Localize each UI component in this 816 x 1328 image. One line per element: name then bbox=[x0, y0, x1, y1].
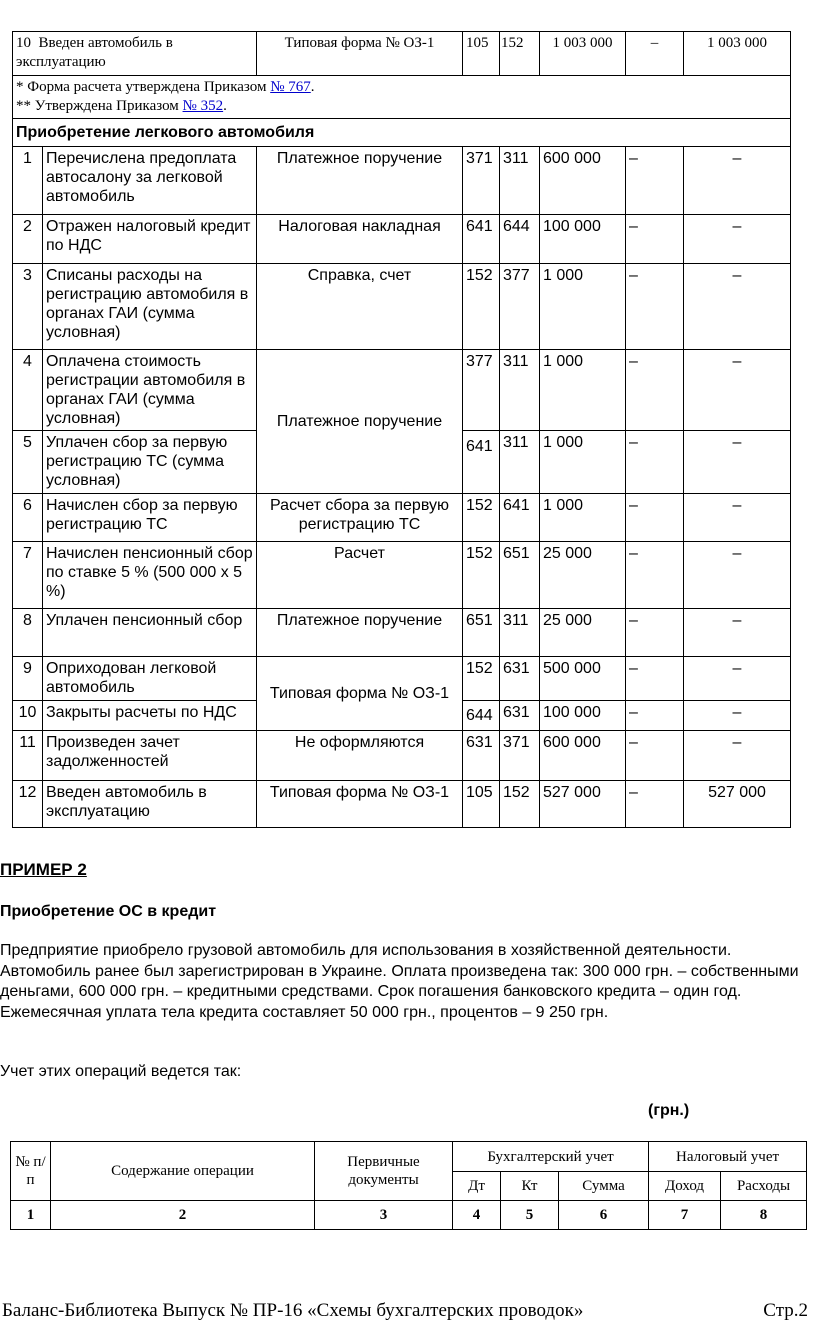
income-cell: – bbox=[626, 32, 684, 76]
col-sum-header: Сумма bbox=[559, 1172, 649, 1201]
order-767-link[interactable]: № 767 bbox=[270, 79, 311, 95]
note-2-suffix: . bbox=[223, 98, 227, 114]
row-number: 9 bbox=[13, 657, 43, 701]
example-intro: Учет этих операций ведется так: bbox=[0, 1063, 242, 1080]
expense-cell: – bbox=[684, 609, 791, 657]
kt-cell: 651 bbox=[500, 542, 540, 609]
col-num: 7 bbox=[649, 1201, 721, 1230]
kt-cell: 641 bbox=[500, 494, 540, 542]
dt-cell: 641 bbox=[463, 431, 500, 494]
col-num: 5 bbox=[501, 1201, 559, 1230]
doc-cell: Не оформляются bbox=[257, 731, 463, 781]
op-cell: Оприходован легковой автомобиль bbox=[43, 657, 257, 701]
row-number: 10 bbox=[16, 35, 31, 51]
op-text: Введен автомобиль в эксплуатацию bbox=[16, 35, 173, 70]
kt-cell: 631 bbox=[500, 701, 540, 731]
dt-cell: 152 bbox=[463, 264, 500, 350]
page-number: Стр.2 bbox=[763, 1300, 808, 1321]
table-row bbox=[13, 32, 791, 76]
tax-header: Налоговый учет bbox=[649, 1142, 807, 1172]
doc-cell: Справка, счет bbox=[257, 264, 463, 350]
sum-cell: 500 000 bbox=[540, 657, 626, 701]
table-row bbox=[13, 609, 791, 657]
unit-label: (грн.) bbox=[648, 1102, 690, 1119]
row-number: 12 bbox=[13, 781, 43, 828]
operations-table bbox=[12, 31, 791, 828]
income-cell: – bbox=[626, 350, 684, 431]
operations-table-header bbox=[10, 1141, 807, 1230]
row-number: 11 bbox=[13, 731, 43, 781]
row-number: 4 bbox=[13, 350, 43, 431]
expense-cell: – bbox=[684, 350, 791, 431]
footer-text: Баланс-Библиотека Выпуск № ПР-16 «Схемы бухгалтерских проводок» bbox=[2, 1300, 584, 1321]
row-number: 10 bbox=[13, 701, 43, 731]
col-kt-header: Кт bbox=[501, 1172, 559, 1201]
income-cell: – bbox=[626, 147, 684, 215]
expense-cell: – bbox=[684, 701, 791, 731]
sum-cell: 1 000 bbox=[540, 431, 626, 494]
row-number: 1 bbox=[13, 147, 43, 215]
doc-cell: Типовая форма № ОЗ-1 bbox=[257, 657, 463, 731]
table-row bbox=[13, 215, 791, 264]
col-num: 2 bbox=[51, 1201, 315, 1230]
row-number: 8 bbox=[13, 609, 43, 657]
op-cell: Перечислена предоплата автосалону за легковой автомобиль bbox=[43, 147, 257, 215]
op-cell: Введен автомобиль в эксплуатацию bbox=[43, 781, 257, 828]
dt-cell: 644 bbox=[463, 701, 500, 731]
row-number: 6 bbox=[13, 494, 43, 542]
row-number: 2 bbox=[13, 215, 43, 264]
doc-cell: Типовая форма № ОЗ-1 bbox=[257, 32, 463, 76]
order-352-link[interactable]: № 352 bbox=[182, 98, 224, 114]
table-row bbox=[13, 147, 791, 215]
note-1-suffix: . bbox=[310, 79, 315, 95]
sum-cell: 100 000 bbox=[540, 701, 626, 731]
dt-cell: 105 bbox=[463, 32, 500, 76]
sum-cell: 600 000 bbox=[540, 731, 626, 781]
expense-cell: – bbox=[684, 264, 791, 350]
expense-cell: – bbox=[684, 657, 791, 701]
op-cell bbox=[13, 32, 257, 76]
kt-cell: 311 bbox=[500, 609, 540, 657]
col-num: 6 bbox=[559, 1201, 649, 1230]
op-cell: Отражен налоговый кредит по НДС bbox=[43, 215, 257, 264]
note-2-text: ** Утверждена Приказом bbox=[16, 98, 183, 114]
income-cell: – bbox=[626, 701, 684, 731]
kt-cell: 311 bbox=[500, 147, 540, 215]
expense-cell: – bbox=[684, 147, 791, 215]
doc-cell: Расчет bbox=[257, 542, 463, 609]
doc-cell: Типовая форма № ОЗ-1 bbox=[257, 781, 463, 828]
sum-cell: 527 000 bbox=[540, 781, 626, 828]
section-title: Приобретение легкового автомобиля bbox=[13, 119, 791, 147]
kt-cell: 311 bbox=[500, 431, 540, 494]
dt-cell: 105 bbox=[463, 781, 500, 828]
kt-cell: 371 bbox=[500, 731, 540, 781]
expense-cell: – bbox=[684, 731, 791, 781]
op-cell: Уплачен пенсионный сбор bbox=[43, 609, 257, 657]
row-number: 3 bbox=[13, 264, 43, 350]
col-number-header: № п/п bbox=[11, 1142, 51, 1201]
table-row bbox=[13, 781, 791, 828]
dt-cell: 371 bbox=[463, 147, 500, 215]
col-num: 3 bbox=[315, 1201, 453, 1230]
doc-cell: Платежное поручение bbox=[257, 350, 463, 494]
income-cell: – bbox=[626, 431, 684, 494]
example-paragraph: Предприятие приобрело грузовой автомобиль для использования в хозяйственной деятельности. Автомобиль ранее был зарегистрирован в Украине. Оплата произведена так: 300 000 грн. – собственными деньгами, 600 000 грн. – кредитными средствами. Срок погашения банковского кредита – один год. Ежемесячная уплата тела кредита составляет 50 000 грн., процентов – 9 250 грн. bbox=[0, 942, 799, 1021]
dt-cell: 651 bbox=[463, 609, 500, 657]
op-cell: Начислен сбор за первую регистрацию ТС bbox=[43, 494, 257, 542]
op-cell: Произведен зачет задолженностей bbox=[43, 731, 257, 781]
sum-cell: 1 000 bbox=[540, 350, 626, 431]
kt-cell: 152 bbox=[500, 781, 540, 828]
note-1-text: * Форма расчета утверждена Приказом bbox=[16, 79, 271, 95]
expense-cell: – bbox=[684, 542, 791, 609]
col-income-header: Доход bbox=[649, 1172, 721, 1201]
kt-cell: 311 bbox=[500, 350, 540, 431]
table-row bbox=[13, 542, 791, 609]
table-row bbox=[13, 264, 791, 350]
sum-cell: 25 000 bbox=[540, 542, 626, 609]
op-cell: Списаны расходы на регистрацию автомобиля в органах ГАИ (сумма условная) bbox=[43, 264, 257, 350]
header-row bbox=[11, 1142, 807, 1172]
sum-cell: 1 000 bbox=[540, 264, 626, 350]
income-cell: – bbox=[626, 657, 684, 701]
kt-cell: 377 bbox=[500, 264, 540, 350]
kt-cell: 152 bbox=[500, 32, 540, 76]
col-num: 1 bbox=[11, 1201, 51, 1230]
section-row bbox=[13, 119, 791, 147]
col-documents-header: Первичные документы bbox=[315, 1142, 453, 1201]
dt-cell: 152 bbox=[463, 542, 500, 609]
sum-cell: 600 000 bbox=[540, 147, 626, 215]
row-number: 5 bbox=[13, 431, 43, 494]
expense-cell: – bbox=[684, 494, 791, 542]
income-cell: – bbox=[626, 781, 684, 828]
dt-cell: 641 bbox=[463, 215, 500, 264]
op-cell: Уплачен сбор за первую регистрацию ТС (сумма условная) bbox=[43, 431, 257, 494]
dt-cell: 152 bbox=[463, 657, 500, 701]
table-row bbox=[13, 494, 791, 542]
col-dt-header: Дт bbox=[453, 1172, 501, 1201]
dt-cell: 631 bbox=[463, 731, 500, 781]
income-cell: – bbox=[626, 264, 684, 350]
dt-cell: 377 bbox=[463, 350, 500, 431]
kt-cell: 631 bbox=[500, 657, 540, 701]
op-cell: Оплачена стоимость регистрации автомобиля в органах ГАИ (сумма условная) bbox=[43, 350, 257, 431]
notes-row bbox=[13, 76, 791, 119]
doc-cell: Расчет сбора за первую регистрацию ТС bbox=[257, 494, 463, 542]
expense-cell: 1 003 000 bbox=[684, 32, 791, 76]
notes-cell bbox=[13, 76, 791, 119]
sum-cell: 25 000 bbox=[540, 609, 626, 657]
income-cell: – bbox=[626, 215, 684, 264]
expense-cell: 527 000 bbox=[684, 781, 791, 828]
col-operation-header: Содержание операции bbox=[51, 1142, 315, 1201]
income-cell: – bbox=[626, 542, 684, 609]
doc-cell: Платежное поручение bbox=[257, 147, 463, 215]
col-expense-header: Расходы bbox=[721, 1172, 807, 1201]
table-row bbox=[13, 350, 791, 431]
row-number: 7 bbox=[13, 542, 43, 609]
table-row bbox=[13, 731, 791, 781]
sum-cell: 1 000 bbox=[540, 494, 626, 542]
dt-cell: 152 bbox=[463, 494, 500, 542]
table-row bbox=[13, 657, 791, 701]
op-cell: Начислен пенсионный сбор по ставке 5 % (500 000 х 5 %) bbox=[43, 542, 257, 609]
sum-cell: 1 003 000 bbox=[540, 32, 626, 76]
example-heading: ПРИМЕР 2 bbox=[0, 860, 87, 879]
doc-cell: Налоговая накладная bbox=[257, 215, 463, 264]
sum-cell: 100 000 bbox=[540, 215, 626, 264]
op-cell: Закрыты расчеты по НДС bbox=[43, 701, 257, 731]
example-subheading: Приобретение ОС в кредит bbox=[0, 903, 217, 920]
column-numbers-row bbox=[11, 1201, 807, 1230]
expense-cell: – bbox=[684, 215, 791, 264]
expense-cell: – bbox=[684, 431, 791, 494]
doc-cell: Платежное поручение bbox=[257, 609, 463, 657]
income-cell: – bbox=[626, 609, 684, 657]
col-num: 8 bbox=[721, 1201, 807, 1230]
accounting-header: Бухгалтерский учет bbox=[453, 1142, 649, 1172]
income-cell: – bbox=[626, 494, 684, 542]
income-cell: – bbox=[626, 731, 684, 781]
kt-cell: 644 bbox=[500, 215, 540, 264]
col-num: 4 bbox=[453, 1201, 501, 1230]
